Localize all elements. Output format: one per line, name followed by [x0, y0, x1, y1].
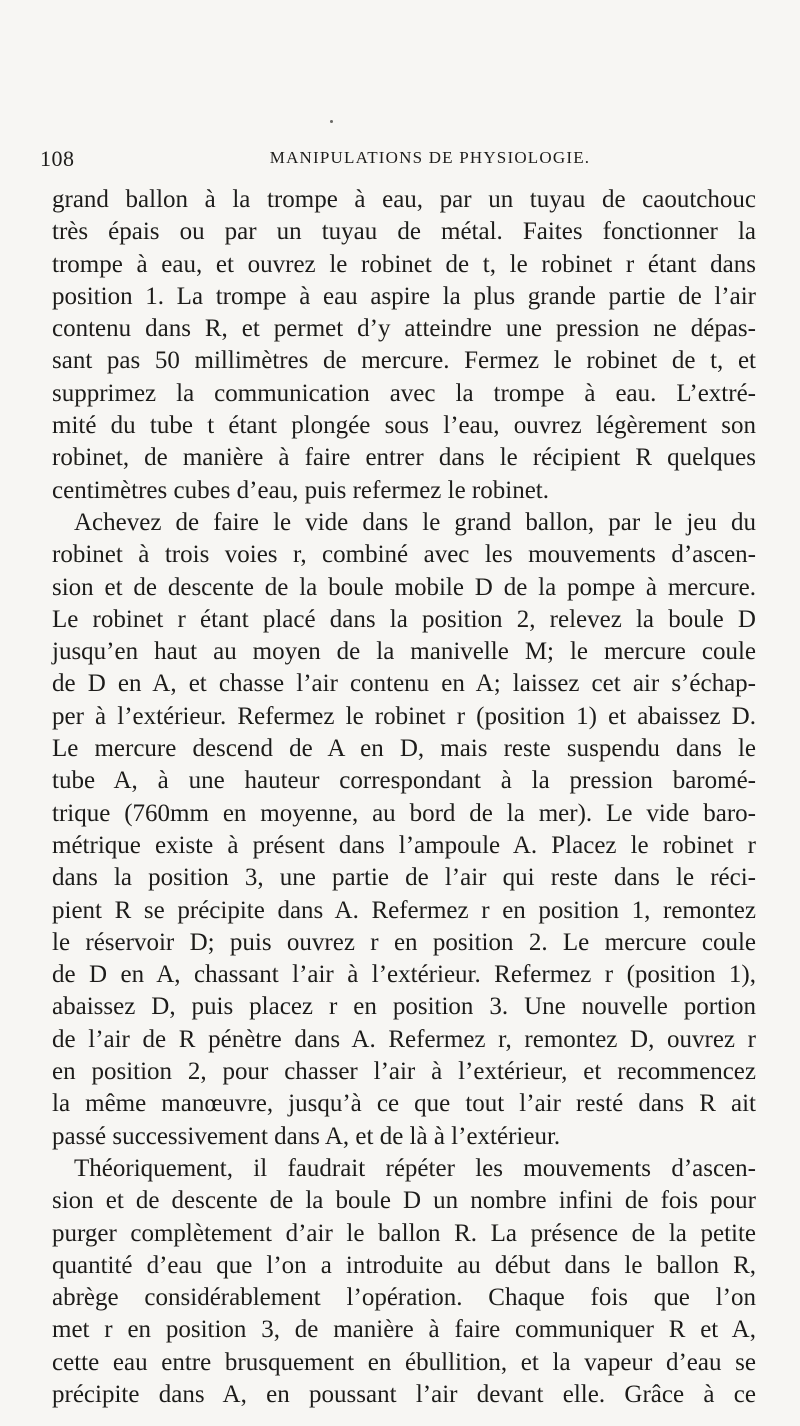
paragraph-start-line: Théoriquement, il faudrait répéter les mouvements d’ascen-	[74, 1154, 756, 1182]
text-line: contenu dans R, et permet d’y atteindre une pression ne dépas-	[52, 315, 756, 343]
text-line: dans la position 3, une partie de l’air qui reste dans le réci-	[52, 864, 756, 892]
paragraph-end-line: passé successivement dans A, et de là à l’extérieur.	[52, 1122, 561, 1150]
text-line: trique (760mm en moyenne, au bord de la mer). Le vide baro-	[52, 799, 756, 827]
text-line: précipite dans A, en poussant l’air devant elle. Grâce à ce	[52, 1380, 756, 1408]
page-header	[40, 146, 760, 176]
text-line: en position 2, pour chasser l’air à l’extérieur, et recommencez	[52, 1058, 756, 1086]
text-line: purger complètement d’air le ballon R. La présence de la petite	[52, 1219, 756, 1247]
paragraph-end-line: centimètres cubes d’eau, puis refermez le robinet.	[52, 476, 549, 504]
text-line: position 1. La trompe à eau aspire la plus grande partie de l’air	[52, 282, 756, 310]
text-line: métrique existe à présent dans l’ampoule A. Placez le robinet r	[52, 831, 756, 859]
text-line: de l’air de R pénètre dans A. Refermez r, remontez D, ouvrez r	[52, 1025, 756, 1053]
text-line: jusqu’en haut au moyen de la manivelle M; le mercure coule	[52, 638, 756, 666]
page-number: 108	[40, 146, 75, 171]
paragraph-start-line: Achevez de faire le vide dans le grand ballon, par le jeu du	[74, 508, 756, 536]
text-line: mité du tube t étant plongée sous l’eau, ouvrez légèrement son	[52, 412, 756, 440]
text-line: sion et de descente de la boule D un nombre infini de fois pour	[52, 1187, 756, 1215]
print-mark	[330, 120, 333, 123]
running-head: MANIPULATIONS DE PHYSIOLOGIE.	[269, 148, 591, 167]
text-line: de D en A, et chasse l’air contenu en A; laissez cet air s’échap-	[52, 670, 756, 698]
text-line: abaissez D, puis placez r en position 3. Une nouvelle portion	[52, 993, 756, 1021]
text-line: Le mercure descend de A en D, mais reste suspendu dans le	[52, 735, 756, 763]
body-text	[52, 184, 756, 1411]
text-line: trompe à eau, et ouvrez le robinet de t, le robinet r étant dans	[52, 250, 756, 278]
text-line: abrège considérablement l’opération. Chaque fois que l’on	[52, 1284, 756, 1312]
text-line: le réservoir D; puis ouvrez r en position 2. Le mercure coule	[52, 928, 756, 956]
text-line: Le robinet r étant placé dans la position 2, relevez la boule D	[52, 605, 756, 633]
text-line: tube A, à une hauteur correspondant à la pression baromé-	[52, 767, 756, 795]
text-line: de D en A, chassant l’air à l’extérieur. Refermez r (position 1),	[52, 961, 756, 989]
text-line: robinet à trois voies r, combiné avec les mouvements d’ascen-	[52, 541, 756, 569]
text-line: robinet, de manière à faire entrer dans le récipient R quelques	[52, 444, 756, 472]
text-line: supprimez la communication avec la trompe à eau. L’extré-	[52, 379, 756, 407]
text-line: quantité d’eau que l’on a introduite au début dans le ballon R,	[52, 1251, 756, 1279]
text-line: grand ballon à la trompe à eau, par un tuyau de caoutchouc	[52, 186, 756, 213]
text-line: sant pas 50 millimètres de mercure. Fermez le robinet de t, et	[52, 347, 756, 375]
text-line: sion et de descente de la boule mobile D de la pompe à mercure.	[52, 573, 756, 601]
text-line: per à l’extérieur. Refermez le robinet r (position 1) et abaissez D.	[52, 702, 756, 730]
text-line: pient R se précipite dans A. Refermez r en position 1, remontez	[52, 896, 756, 924]
text-line: met r en position 3, de manière à faire communiquer R et A,	[52, 1316, 756, 1344]
text-line: cette eau entre brusquement en ébullition, et la vapeur d’eau se	[52, 1348, 756, 1376]
text-line: la même manœuvre, jusqu’à ce que tout l’air resté dans R ait	[52, 1090, 756, 1118]
text-line: très épais ou par un tuyau de métal. Faites fonctionner la	[52, 218, 756, 246]
